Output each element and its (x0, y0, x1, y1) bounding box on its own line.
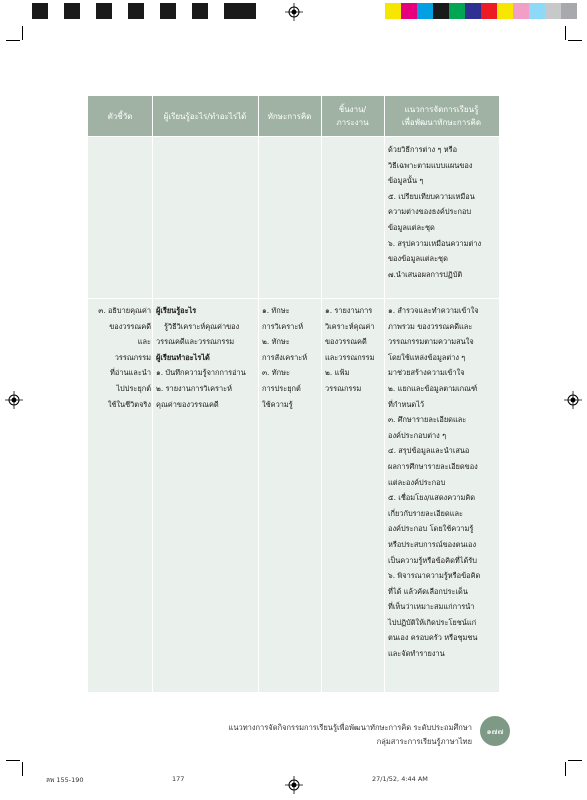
cell-line: ๕. เปรียบเทียบความเหมือน (388, 191, 475, 201)
cell-line: ของวรรณคดี (109, 321, 151, 331)
cell-line: ของวรรณคดี (325, 337, 367, 347)
page-number: ๑๗๗ (486, 726, 504, 736)
crop-mark (6, 760, 20, 761)
registration-mark-bottom (285, 776, 303, 794)
cell-line: การวิเคราะห์ (262, 321, 304, 331)
cell-line: การสังเคราะห์ (262, 352, 308, 362)
header-learning-label: ผู้เรียนรู้อะไร/ทำอะไรได้ (163, 111, 247, 121)
header-thinking-skill (258, 96, 321, 136)
cell-line: ๑. บันทึกความรู้จากการอ่าน (156, 368, 246, 378)
cell-line: เป็นความรู้หรือข้อคิดที่ได้รับ (388, 555, 477, 565)
cell-line: วรรณกรรม (114, 352, 151, 362)
footer-book-title: แนวทางการจัดกิจกรรมการเรียนรู้เพื่อพัฒนาทักษะการคิด ระดับประถมศึกษา (228, 723, 472, 732)
crop-mark (565, 762, 566, 776)
cell-line: ๑. ทักษะ (262, 306, 290, 315)
cell-line: ใช้ในชีวิตจริง (107, 399, 151, 409)
cell-line: รู้วิธีวิเคราะห์คุณค่าของ (164, 321, 240, 331)
cell-line: ความต่างของธงค์ประกอบ (388, 207, 472, 217)
cell-line: ที่กำหนดไว้ (388, 399, 425, 409)
cell-line: มาช่วยสร้างความเข้าใจ (388, 368, 465, 378)
slug-file: ลพ 155-190 (46, 776, 84, 784)
slug-page: 177 (172, 775, 185, 783)
cell-line: ๓. ทักษะ (262, 368, 290, 378)
registration-mark-top (285, 3, 303, 21)
cell-line: ใช้ความรู้ (262, 399, 293, 409)
cell-line: ผลการศึกษารายละเอียดของ (388, 461, 478, 471)
cell-line: โดยใช้แหล่งข้อมูลต่าง ๆ (388, 352, 466, 362)
header-learning (152, 96, 258, 136)
cell-line: แต่ละองค์ประกอบ (388, 477, 446, 487)
column-divider (321, 96, 322, 692)
header-work-label-2: ภาระงาน (336, 118, 369, 127)
cell-line: ที่ได้ แล้วคัดเลือกประเด็น (388, 586, 468, 596)
header-indicator (88, 96, 152, 136)
cell-line: ตนเอง ครอบครัว หรือชุมชน (388, 633, 478, 643)
cell-line: ๑. สำรวจและทำความเข้าใจ (388, 306, 479, 315)
cell-line: และจัดทำรายงาน (388, 649, 445, 659)
cell-line: ๒. แฟ้ม (325, 368, 350, 378)
cell-line: ๖. พิจารณาความรู้หรือข้อคิด (388, 571, 481, 581)
column-divider (152, 96, 153, 692)
crop-mark (568, 40, 582, 41)
slug-date: 27/1/52, 4:44 AM (372, 775, 428, 783)
cell-line: ผู้เรียนทำอะไรได้ (156, 352, 210, 362)
crop-mark (6, 40, 20, 41)
header-indicator-label: ตัวชี้วัด (107, 111, 133, 121)
cell-line: เกี่ยวกับรายละเอียดและ (388, 508, 463, 518)
page-number-badge (480, 716, 510, 746)
cell-line: การประยุกต์ (262, 383, 301, 393)
cell-line: ที่อ่านและนำ (110, 368, 151, 378)
cell-line: ๕. เชื่อมโยง/แสดงความคิด (388, 493, 476, 503)
row2-approach-cell (388, 303, 498, 662)
cell-line: องค์ประกอบต่าง ๆ (388, 430, 447, 440)
cell-line: ด้วยวิธีการต่าง ๆ หรือ (388, 145, 458, 154)
row1-approach-cell (388, 142, 498, 282)
header-approach-label-2: เพื่อพัฒนาทักษะการคิด (401, 118, 482, 127)
header-approach (384, 96, 499, 136)
header-work (321, 96, 384, 136)
cell-line: ๔. สรุปข้อมูลและนำเสนอ (388, 446, 470, 456)
learning-table (88, 96, 499, 692)
cell-line: ข้อมูลแต่ละชุด (388, 222, 435, 232)
crop-mark (568, 760, 582, 761)
printer-color-bar (385, 3, 577, 19)
cell-line: ๒. แยกและข้อมูลตามเกณฑ์ (388, 383, 478, 393)
footer-subject: กลุ่มสาระการเรียนรู้ภาษาไทย (376, 737, 472, 746)
cell-line: และวรรณกรรม (325, 352, 375, 362)
cell-line: ภาพรวม ของวรรณคดีและ (388, 321, 473, 331)
cell-line: และ (137, 337, 151, 347)
cell-line: ๗.นำเสนอผลการปฏิบัติ (388, 269, 463, 279)
column-divider (258, 96, 259, 692)
cell-line: ผู้เรียนรู้อะไร (156, 306, 197, 315)
cell-line: วรรณคดีและวรรณกรรม (156, 337, 235, 347)
cell-line: วิเคราะห์คุณค่า (325, 321, 375, 331)
cell-line: ๓. อธิบายคุณค่า (98, 306, 151, 315)
row2-work-cell (325, 303, 383, 397)
cell-line: ที่เห็นว่าเหมาะสมแก่การนำ (388, 602, 475, 612)
cell-line: วิธีเฉพาะตามแบบแผนของ (388, 160, 473, 170)
crop-mark (22, 26, 23, 40)
column-divider (384, 96, 385, 692)
cell-line: ๖. สรุปความเหมือนความต่าง (388, 238, 482, 248)
cell-line: ๑. รายงานการ (325, 306, 373, 315)
row-divider (88, 298, 499, 299)
row2-thinking-skill-cell (262, 303, 320, 412)
cell-line: หรือประสบการณ์ของตนเอง (388, 539, 477, 549)
registration-mark-right (564, 391, 582, 409)
cell-line: ของข้อมูลแต่ละชุด (388, 254, 448, 264)
cell-line: คุณค่าของวรรณคดี (156, 399, 219, 409)
cell-line: ไปปฏิบัติให้เกิดประโยชน์แก่ (388, 617, 477, 627)
cell-line: ๓. ศึกษารายละเอียดและ (388, 415, 467, 425)
cell-line: องค์ประกอบ โดยใช้ความรู้ (388, 524, 474, 534)
registration-mark-left (5, 391, 23, 409)
header-work-label-1: ชิ้นงาน/ (338, 105, 367, 114)
cell-line: ไปประยุกต์ (116, 383, 151, 393)
header-thinking-skill-label: ทักษะการคิด (267, 111, 312, 121)
cell-line: ๒. รายงานการวิเคราะห์ (156, 383, 233, 393)
row2-indicator-cell (91, 303, 151, 412)
cell-line: วรรณกรรมตามความสนใจ (388, 337, 474, 347)
crop-mark (565, 26, 566, 40)
row2-learning-cell (156, 303, 258, 412)
cell-line: ข้อมูลนั้น ๆ (388, 176, 424, 186)
printer-gray-bar (32, 3, 256, 19)
row-divider (88, 136, 499, 137)
cell-line: ๒. ทักษะ (262, 337, 290, 347)
crop-mark (22, 762, 23, 776)
cell-line: วรรณกรรม (325, 383, 362, 393)
header-approach-label-1: แนวการจัดการเรียนรู้ (404, 105, 479, 114)
